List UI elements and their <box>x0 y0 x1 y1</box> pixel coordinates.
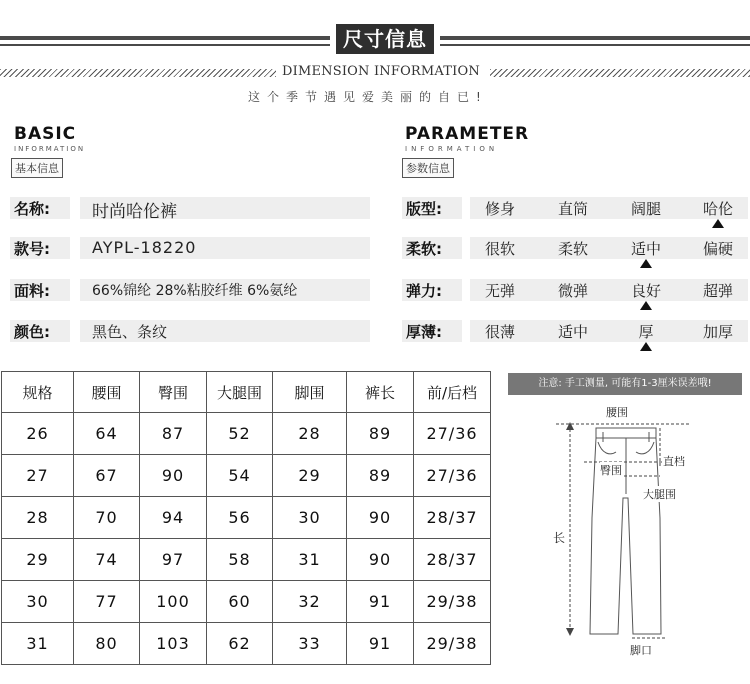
table-cell: 56 <box>207 497 273 539</box>
basic-label-style-no: 款号: <box>14 240 50 258</box>
param-option-selected: 哈伦 <box>702 200 733 218</box>
table-cell: 74 <box>74 539 140 581</box>
table-cell: 31 <box>2 623 74 665</box>
basic-tag: 基本信息 <box>11 158 63 178</box>
table-header-cell: 臀围 <box>140 372 207 413</box>
table-cell: 91 <box>347 623 414 665</box>
selected-marker-triangle <box>640 342 652 351</box>
table-cell: 32 <box>273 581 347 623</box>
table-cell: 90 <box>347 497 414 539</box>
param-option: 超弹 <box>702 282 733 300</box>
param-option-selected: 厚 <box>638 323 654 341</box>
label-thigh: 大腿围 <box>643 488 676 501</box>
param-option: 加厚 <box>702 323 733 341</box>
table-header-cell: 大腿围 <box>207 372 273 413</box>
table-cell: 91 <box>347 581 414 623</box>
basic-label-fabric: 面料: <box>14 282 50 300</box>
table-cell: 97 <box>140 539 207 581</box>
param-option: 很软 <box>484 240 515 258</box>
table-cell: 52 <box>207 413 273 455</box>
label-hem: 脚口 <box>630 644 652 657</box>
param-option: 无弹 <box>484 282 515 300</box>
header-rule-left-thin <box>0 44 330 46</box>
table-cell: 27/36 <box>414 413 491 455</box>
label-waist: 腰围 <box>606 406 628 419</box>
table-cell: 62 <box>207 623 273 665</box>
label-length: 长 <box>553 531 566 545</box>
table-row <box>2 497 491 539</box>
selected-marker-triangle <box>640 301 652 310</box>
basic-value-style-no: AYPL-18220 <box>92 238 197 257</box>
selected-marker-triangle <box>712 219 724 228</box>
basic-subtitle: INFORMATION <box>14 145 86 153</box>
param-label-softness: 柔软: <box>406 240 442 258</box>
param-option: 直筒 <box>557 200 588 218</box>
table-header-cell: 前/后档 <box>414 372 491 413</box>
basic-value-color: 黑色、条纹 <box>92 323 168 341</box>
label-hip: 臀围 <box>600 464 622 477</box>
param-option: 修身 <box>484 200 515 218</box>
table-cell: 58 <box>207 539 273 581</box>
table-cell: 30 <box>273 497 347 539</box>
table-cell: 89 <box>347 455 414 497</box>
table-cell: 28 <box>273 413 347 455</box>
table-cell: 70 <box>74 497 140 539</box>
param-option: 很薄 <box>484 323 515 341</box>
table-header-cell: 腰围 <box>74 372 140 413</box>
basic-title: BASIC <box>14 124 77 144</box>
table-cell: 90 <box>347 539 414 581</box>
table-cell: 87 <box>140 413 207 455</box>
table-header-cell: 规格 <box>2 372 74 413</box>
param-option: 微弹 <box>557 282 588 300</box>
size-table <box>1 371 491 665</box>
basic-value-name: 时尚哈伦裤 <box>92 202 177 222</box>
basic-label-color: 颜色: <box>14 323 50 341</box>
param-option: 柔软 <box>557 240 588 258</box>
param-label-fit: 版型: <box>406 200 442 218</box>
hatch-right <box>490 69 750 77</box>
table-cell: 29 <box>2 539 74 581</box>
slogan: 这个季节遇见爱美丽的自已! <box>248 90 488 104</box>
table-cell: 29/38 <box>414 581 491 623</box>
table-cell: 26 <box>2 413 74 455</box>
table-cell: 28 <box>2 497 74 539</box>
table-cell: 100 <box>140 581 207 623</box>
table-cell: 28/37 <box>414 497 491 539</box>
param-label-thickness: 厚薄: <box>406 323 442 341</box>
param-option-selected: 良好 <box>630 282 661 300</box>
dimension-subtitle: DIMENSION INFORMATION <box>282 64 480 79</box>
param-label-elasticity: 弹力: <box>406 282 442 300</box>
param-option: 适中 <box>557 323 588 341</box>
table-cell: 103 <box>140 623 207 665</box>
table-cell: 67 <box>74 455 140 497</box>
table-row <box>2 413 491 455</box>
label-crotch: 直档 <box>663 455 685 468</box>
table-cell: 54 <box>207 455 273 497</box>
table-cell: 89 <box>347 413 414 455</box>
table-cell: 31 <box>273 539 347 581</box>
table-cell: 29/38 <box>414 623 491 665</box>
table-header-cell: 裤长 <box>347 372 414 413</box>
table-row <box>2 539 491 581</box>
pants-diagram <box>510 398 744 662</box>
table-cell: 80 <box>74 623 140 665</box>
table-cell: 27/36 <box>414 455 491 497</box>
table-cell: 64 <box>74 413 140 455</box>
param-option-selected: 适中 <box>630 240 661 258</box>
page-title: 尺寸信息 <box>336 24 434 54</box>
parameter-subtitle: INFORMATION <box>405 145 499 153</box>
header-rule-right <box>440 36 750 40</box>
selected-marker-triangle <box>640 259 652 268</box>
parameter-tag: 参数信息 <box>402 158 454 178</box>
table-cell: 30 <box>2 581 74 623</box>
table-cell: 29 <box>273 455 347 497</box>
table-row <box>2 623 491 665</box>
table-header-cell: 脚围 <box>273 372 347 413</box>
parameter-title: PARAMETER <box>405 124 530 144</box>
header-rule-right-thin <box>440 44 750 46</box>
table-cell: 33 <box>273 623 347 665</box>
basic-value-fabric: 66%锦纶 28%粘胶纤维 6%氨纶 <box>92 283 298 299</box>
table-cell: 28/37 <box>414 539 491 581</box>
param-option: 阔腿 <box>630 200 661 218</box>
basic-label-name: 名称: <box>14 200 50 218</box>
param-option: 偏硬 <box>702 240 733 258</box>
table-cell: 60 <box>207 581 273 623</box>
table-header-row <box>2 372 491 413</box>
table-cell: 77 <box>74 581 140 623</box>
table-cell: 27 <box>2 455 74 497</box>
measurement-note: 注意: 手工测量, 可能有1-3厘米误差哦! <box>508 373 742 395</box>
table-cell: 90 <box>140 455 207 497</box>
table-cell: 94 <box>140 497 207 539</box>
header-rule-left <box>0 36 330 40</box>
hatch-left <box>0 69 276 77</box>
table-row <box>2 455 491 497</box>
table-row <box>2 581 491 623</box>
